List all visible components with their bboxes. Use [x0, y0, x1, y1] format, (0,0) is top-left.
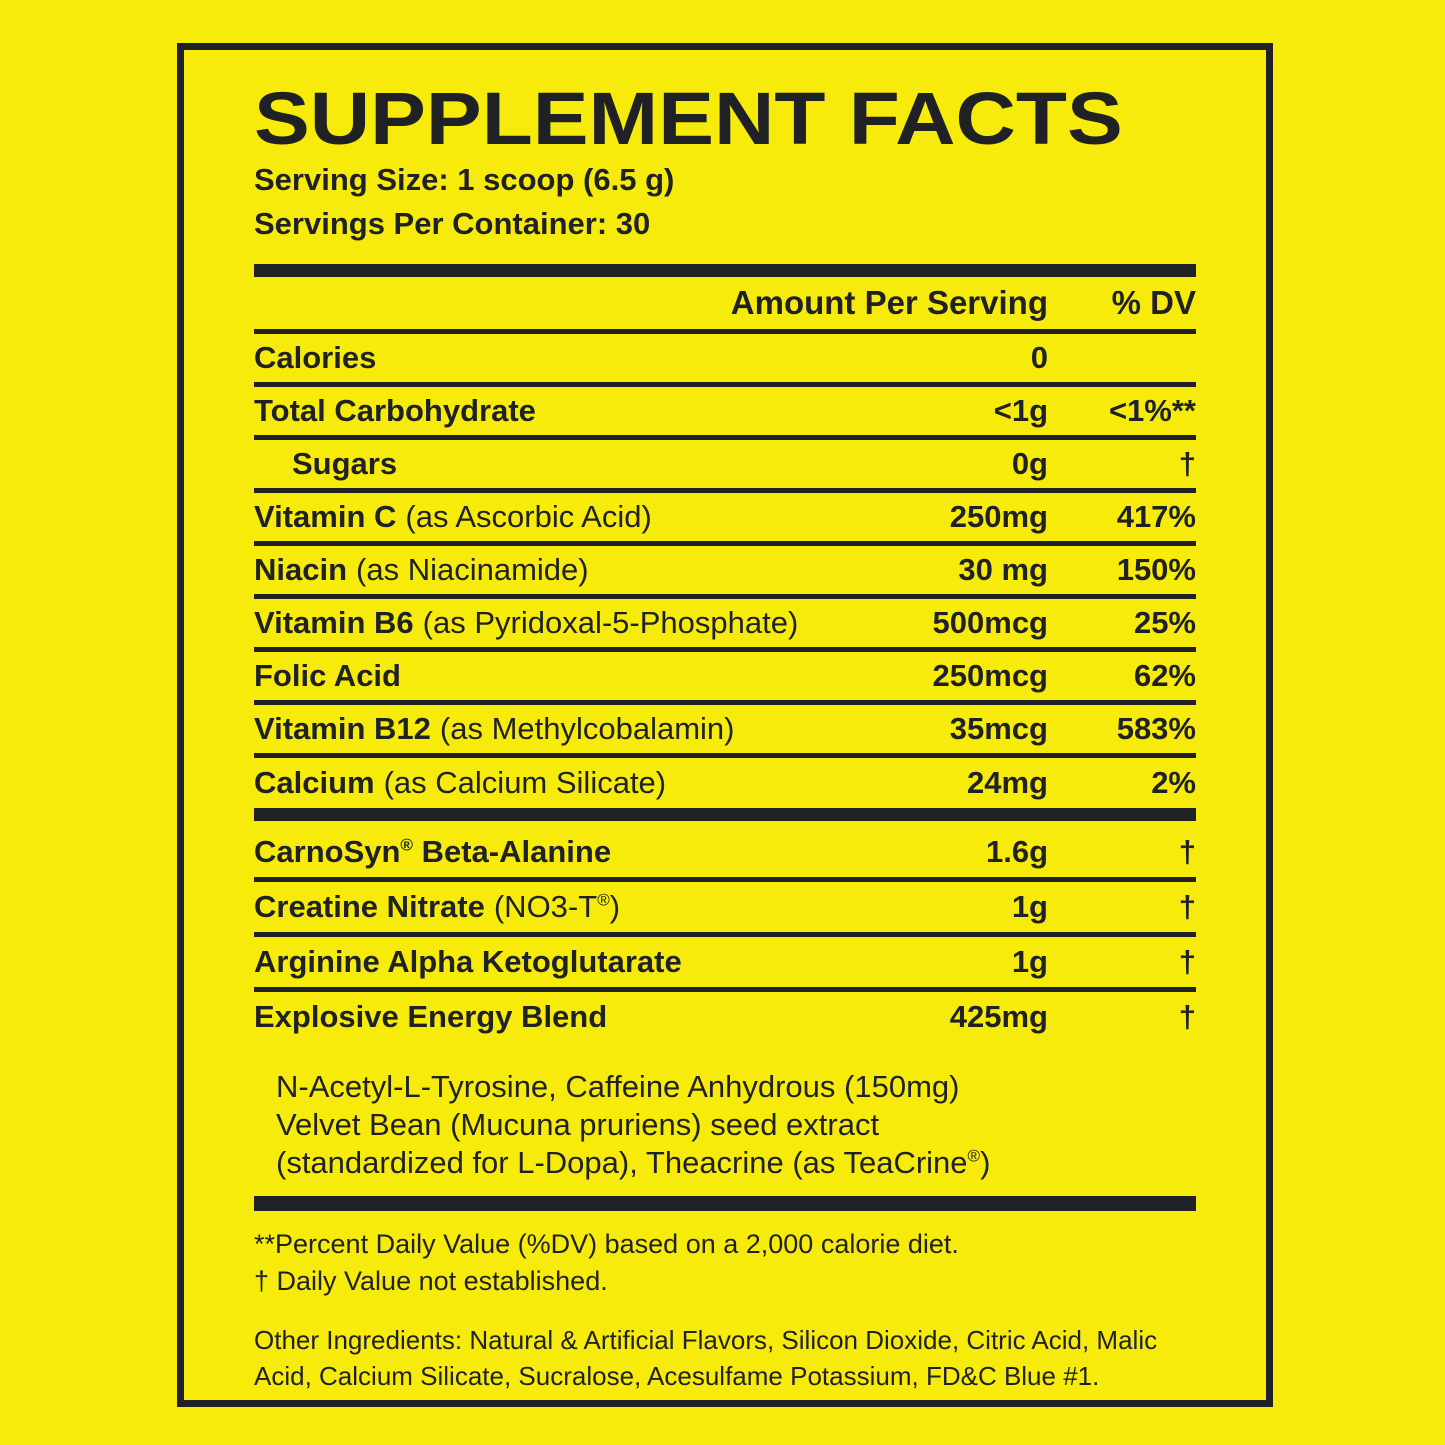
nutrient-name: Total Carbohydrate	[254, 393, 536, 428]
dv-value: <1%**	[1108, 393, 1196, 428]
blend-line: N-Acetyl-L-Tyrosine, Caffeine Anhydrous (150mg)	[276, 1069, 960, 1104]
blend-line: Velvet Bean (Mucuna pruriens) seed extract	[276, 1107, 880, 1142]
dv-value: 417%	[1116, 499, 1196, 534]
row-vitamin-b6	[254, 599, 1196, 652]
amount-value: 250mg	[949, 499, 1048, 534]
supplement-facts-panel	[177, 43, 1273, 1407]
nutrient-name: Sugars	[292, 446, 398, 481]
dv-value: †	[1178, 999, 1196, 1034]
amount-value: 30 mg	[958, 552, 1048, 587]
nutrients-table	[254, 334, 1196, 808]
nutrient-name: CarnoSyn® Beta-Alanine	[254, 834, 612, 869]
row-arginine-akg	[254, 937, 1196, 992]
row-vitamin-b12	[254, 705, 1196, 758]
dv-value: †	[1178, 944, 1196, 979]
amount-value: 0	[1030, 340, 1048, 375]
amount-value: 1g	[1011, 889, 1048, 924]
nutrient-detail: (as Niacinamide)	[356, 552, 589, 587]
table-header	[254, 277, 1196, 334]
nutrient-name: Vitamin C	[254, 499, 397, 534]
nutrient-name: Vitamin B6	[254, 605, 414, 640]
dv-value: 150%	[1116, 552, 1196, 587]
panel-content	[254, 50, 1196, 1400]
nutrient-name: Calories	[254, 340, 377, 375]
nutrient-detail: (as Methylcobalamin)	[439, 711, 735, 746]
dv-value: 25%	[1133, 605, 1196, 640]
nutrient-name: Calcium	[254, 765, 375, 800]
dv-value: †	[1178, 446, 1196, 481]
thick-divider-bottom	[254, 1196, 1196, 1211]
nutrient-name: Creatine Nitrate	[254, 889, 485, 924]
dv-value: †	[1178, 889, 1196, 924]
footnote-percent-dv: **Percent Daily Value (%DV) based on a 2,000 calorie diet.	[254, 1229, 959, 1259]
amount-value: 1g	[1011, 944, 1048, 979]
amount-value: <1g	[993, 393, 1048, 428]
servings-per-container: Servings Per Container: 30	[254, 206, 651, 241]
dv-value: 583%	[1116, 711, 1196, 746]
thick-divider-middle	[254, 808, 1196, 821]
row-vitamin-c	[254, 493, 1196, 546]
amount-value: 0g	[1011, 446, 1048, 481]
nutrient-detail: (as Pyridoxal-5-Phosphate)	[422, 605, 799, 640]
header-amount-per-serving: Amount Per Serving	[730, 284, 1048, 321]
amount-value: 425mg	[949, 999, 1048, 1034]
footnote-dagger: † Daily Value not established.	[254, 1266, 608, 1296]
header-percent-dv: % DV	[1111, 284, 1196, 321]
nutrient-name: Explosive Energy Blend	[254, 999, 608, 1034]
serving-info	[254, 158, 674, 246]
nutrient-detail: (as Calcium Silicate)	[383, 765, 667, 800]
amount-value: 500mcg	[932, 605, 1048, 640]
nutrient-detail: (as Ascorbic Acid)	[405, 499, 652, 534]
blend-description	[254, 1068, 1196, 1182]
amount-value: 35mcg	[949, 711, 1048, 746]
dv-value: 62%	[1133, 658, 1196, 693]
blend-line: (standardized for L-Dopa), Theacrine (as TeaCrine®)	[276, 1145, 991, 1180]
thick-divider-top	[254, 264, 1196, 277]
panel-title: SUPPLEMENT FACTS	[254, 77, 1123, 160]
row-niacin	[254, 546, 1196, 599]
nutrient-name: Arginine Alpha Ketoglutarate	[254, 944, 682, 979]
row-calories	[254, 334, 1196, 387]
row-calcium	[254, 758, 1196, 808]
nutrient-detail: (NO3-T®)	[493, 889, 621, 924]
row-folic-acid	[254, 652, 1196, 705]
dv-value: 2%	[1151, 765, 1196, 800]
amount-value: 1.6g	[985, 834, 1048, 869]
serving-size: Serving Size: 1 scoop (6.5 g)	[254, 162, 675, 197]
row-sugars	[254, 440, 1196, 493]
amount-value: 24mg	[967, 765, 1048, 800]
nutrient-name: Niacin	[254, 552, 348, 587]
nutrient-name: Folic Acid	[254, 658, 401, 693]
row-explosive-energy-blend	[254, 992, 1196, 1042]
footnotes	[254, 1226, 1196, 1300]
row-carnosyn-beta-alanine	[254, 827, 1196, 882]
other-ingredients: Other Ingredients: Natural & Artificial Flavors, Silicon Dioxide, Citric Acid, Malic Acid, Calcium Silicate, Sucralose, Acesulfame Potassium, FD&C Blue #1.	[254, 1325, 1158, 1391]
row-creatine-nitrate	[254, 882, 1196, 937]
row-total-carbohydrate	[254, 387, 1196, 440]
amount-value: 250mcg	[932, 658, 1048, 693]
actives-table	[254, 821, 1196, 1042]
nutrient-name: Vitamin B12	[254, 711, 431, 746]
dv-value: †	[1178, 834, 1196, 869]
